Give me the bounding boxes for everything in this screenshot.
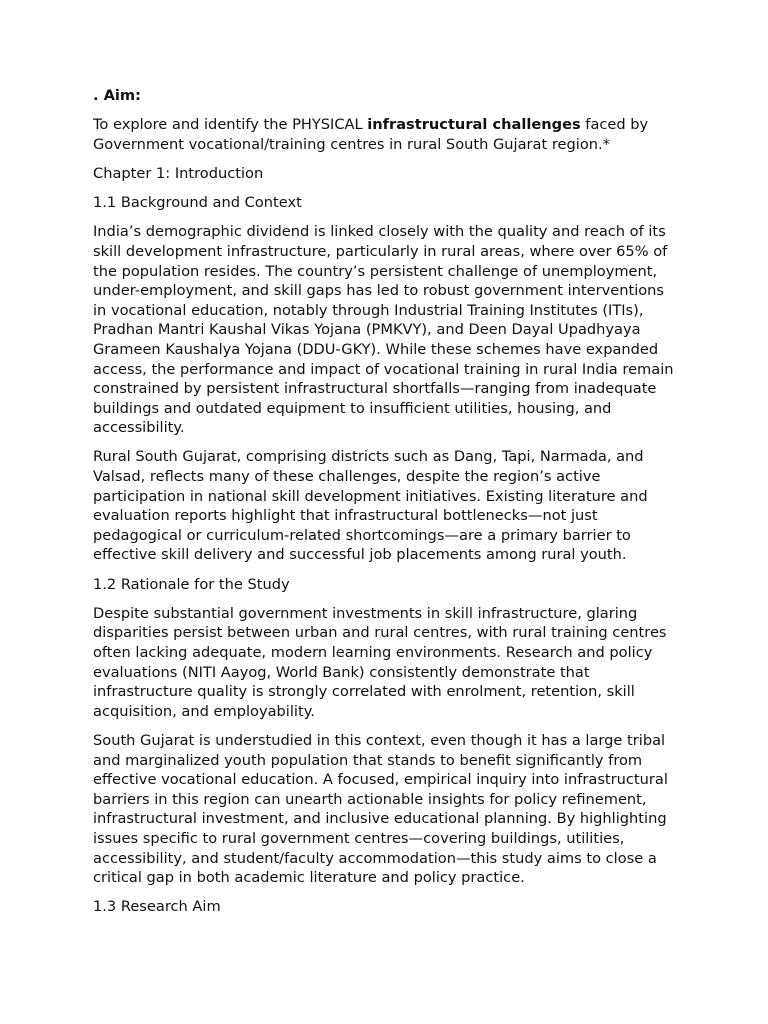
- rationale-paragraph-1: Despite substantial government investments in skill infrastructure, glaring disparities persist between urban and rural centres, with rural training centres often lacking adequate, modern learning environments. Research and policy evaluations (NITI Aayog, World Bank) consistently demonstrate that infrastructure quality is strongly correlated with enrolment, retention, skill acquisition, and employability.: [93, 604, 667, 720]
- background-paragraph-2: Rural South Gujarat, comprising districts such as Dang, Tapi, Narmada, and Valsad, reflects many of these challenges, despite the region’s active participation in national skill development initiatives. Existing literature and evaluation reports highlight that infrastructural bottlenecks—not just pedagogical or curriculum-related shortcomings—are a primary barrier to effective skill delivery and successful job placements among rural youth.: [93, 448, 648, 564]
- aim-text-before: To explore and identify the PHYSICAL: [93, 116, 368, 134]
- chapter-title: Chapter 1: Introduction: [93, 164, 264, 182]
- rationale-paragraph-2: South Gujarat is understudied in this context, even though it has a large tribal and marginalized youth population that stands to benefit significantly from effective vocational education. A focused, empirical inquiry into infrastructural barriers in this region can unearth actionable insights for policy refinement, infrastructural investment, and inclusive educational planning. By highlighting issues specific to rural government centres—covering buildings, utilities, accessibility, and student/faculty accommodation—this study aims to close a critical gap in both academic literature and policy practice.: [93, 731, 668, 887]
- aim-statement: [93, 115, 678, 154]
- section-heading-rationale: 1.2 Rationale for the Study: [93, 575, 290, 593]
- section-heading-research-aim: 1.3 Research Aim: [93, 898, 221, 916]
- aim-text-bold: infrastructural challenges: [367, 116, 581, 134]
- aim-heading: . Aim:: [93, 87, 141, 104]
- background-paragraph-1: India’s demographic dividend is linked closely with the quality and reach of its skill development infrastructure, particularly in rural areas, where over 65% of the population resides. The country’s persistent challenge of unemployment, under-employment, and skill gaps has led to robust government interventions in vocational education, notably through Industrial Training Institutes (ITIs), Pradhan Mantri Kaushal Vikas Yojana (PMKVY), and Deen Dayal Upadhyaya Grameen Kaushalya Yojana (DDU-GKY). While these schemes have expanded access, the performance and impact of vocational training in rural India remain constrained by persistent infrastructural shortfalls—ranging from inadequate buildings and outdated equipment to insufficient utilities, housing, and accessibility.: [93, 223, 674, 437]
- section-heading-background: 1.1 Background and Context: [93, 194, 302, 212]
- aim-text-after: faced by Government vocational/training centres in rural South Gujarat region.*: [93, 116, 649, 153]
- document-page: [93, 86, 678, 927]
